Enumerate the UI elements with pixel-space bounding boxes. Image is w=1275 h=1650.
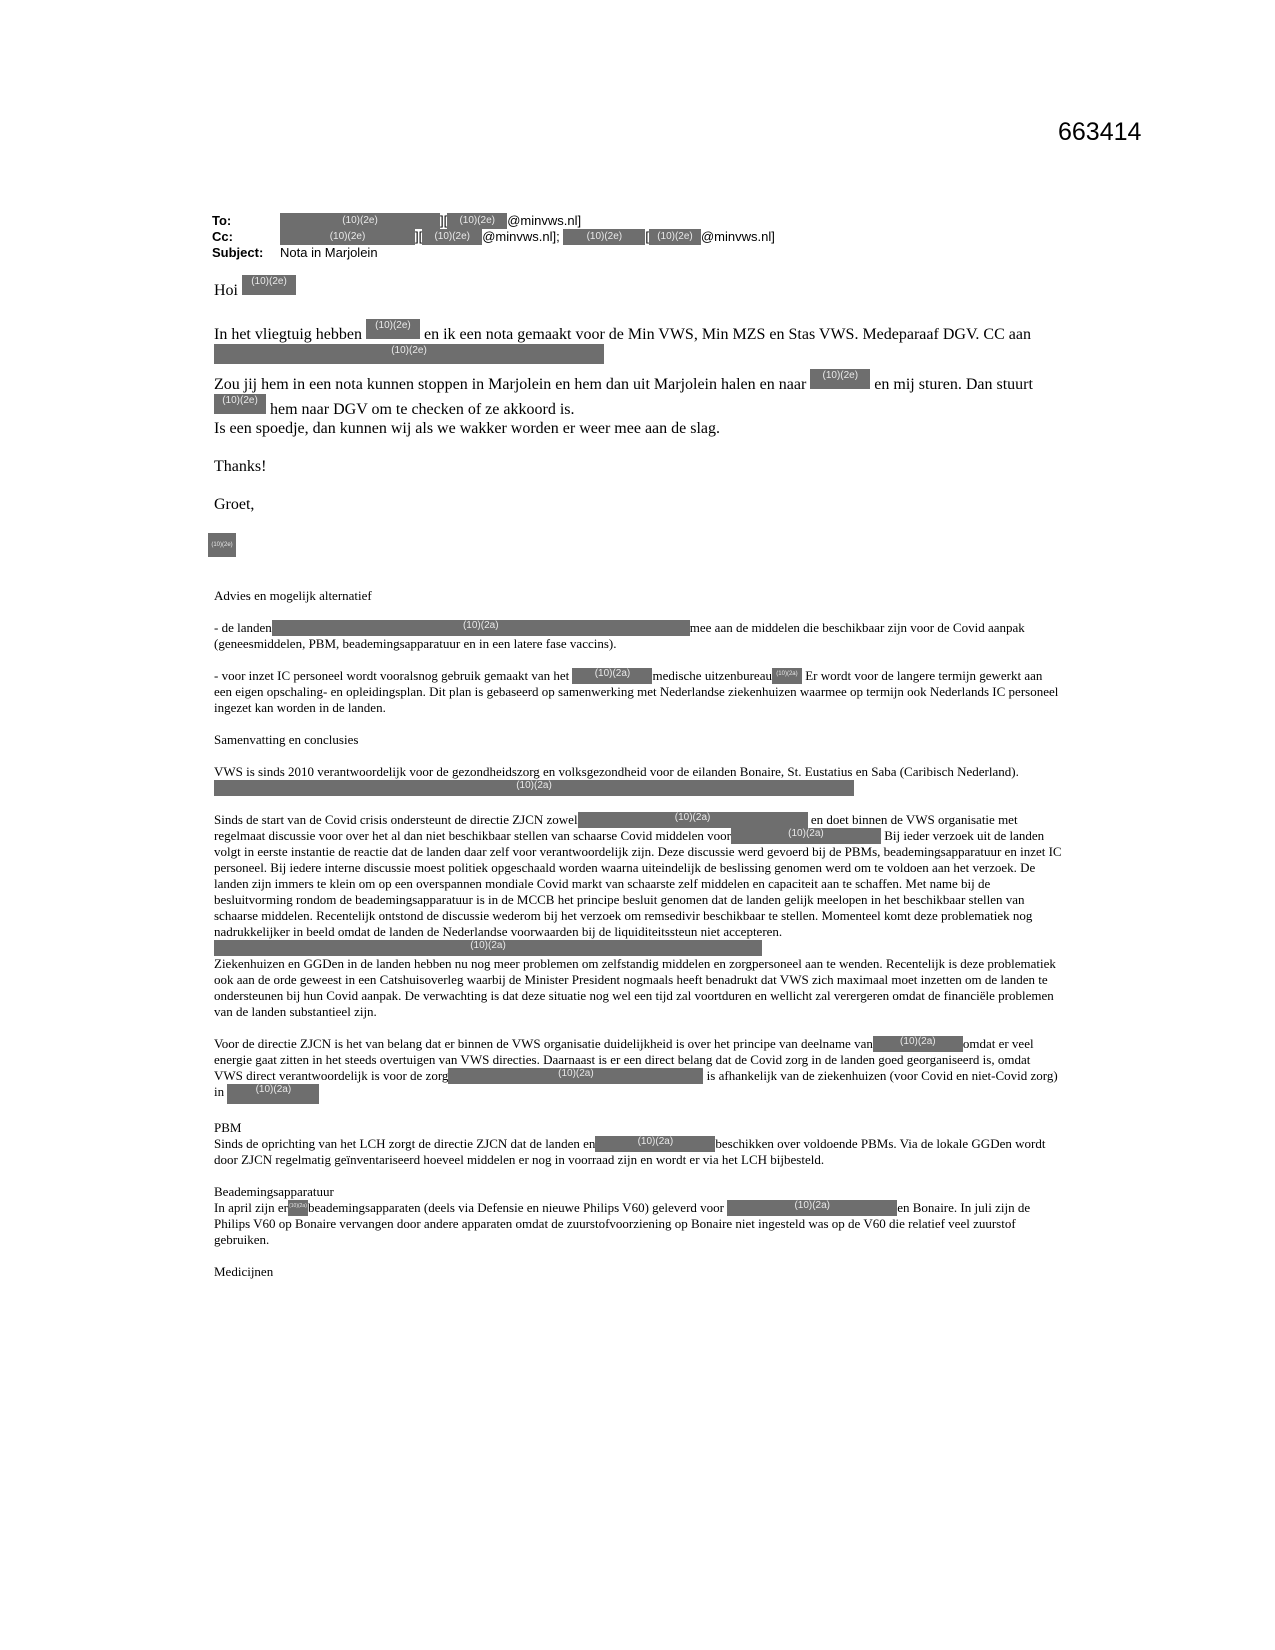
paragraph: Zou jij hem in een nota kunnen stoppen in Marjolein en hem dan uit Marjolein halen en naar (10)(2e) en mij sturen. Dan stuurt (10)(2e) hem naar DGV om te checken of ze akkoord is. [214, 370, 1033, 418]
redaction: (10)(2a) [873, 1036, 963, 1052]
to-row [212, 213, 775, 229]
section-heading: PBM [214, 1120, 242, 1135]
redaction: (10)(2e) [810, 369, 870, 389]
redaction: (10)(2a) [731, 828, 881, 844]
paragraph: - voor inzet IC personeel wordt vooralsnog gebruik gemaakt van het (10)(2a) medische uitzenbureau (10)(2a) Er wordt voor de langere termijn gewerkt aan een eigen opschaling- en opleidingsplan. Dit plan is gebaseerd op samenwerking met Nederlandse ziekenhuizen waarmee op termijn ook Nederlands IC personeel ingezet kan worden in de landen. [214, 668, 1059, 715]
redaction: (10)(2e) [214, 344, 604, 364]
to-domain: @minvws.nl] [507, 213, 582, 228]
section-heading: Advies en mogelijk alternatief [214, 588, 372, 603]
redaction: (10)(2a) [572, 668, 652, 684]
paragraph: Is een spoedje, dan kunnen wij als we wakker worden er weer mee aan de slag. [214, 420, 721, 437]
paragraph: - de landen (10)(2a) mee aan de middelen die beschikbaar zijn voor de Covid aanpak (geneesmiddelen, PBM, beademingsapparatuur en in een latere fase vaccins). [214, 620, 1025, 651]
section-heading: Samenvatting en conclusies [214, 732, 359, 747]
subject-label: Subject: [212, 245, 264, 260]
thanks: Thanks! [214, 458, 267, 475]
redaction: (10)(2a) [227, 1084, 319, 1104]
redaction: (10)(2a) [595, 1136, 715, 1152]
cc-row [212, 229, 775, 245]
paragraph: Ziekenhuizen en GGDen in de landen hebben nu nog meer problemen om zelfstandig middelen en zorgpersoneel aan te wenden. Recentelijk is deze problematiek ook aan de orde geweest in een Catshuisoverleg waarbij de Minister President nogmaals heeft benadrukt dat VWS zich maximaal moet inzetten om de landen te ondersteunen bij hun Covid aanpak. De verwachting is dat deze situatie nog wel een tijd zal voortduren en wellicht zal verergeren omdat de financiële problemen van de landen substantieel zijn. [214, 956, 1056, 1019]
redaction: (10)(2e) [447, 213, 507, 229]
paragraph: In het vliegtuig hebben (10)(2e) en ik een nota gemaakt voor de Min VWS, Min MZS en Stas VWS. Medeparaaf DGV. CC aan (10)(2e) [214, 319, 1064, 369]
email-header [212, 213, 775, 261]
redaction: (10)(2a) [214, 780, 854, 796]
paragraph: In april zijn er(10)(2a)beademingsapparaten (deels via Defensie en nieuwe Philips V60) geleverd voor (10)(2a) en Bonaire. In juli zijn de Philips V60 op Bonaire vervangen door andere apparaten omdat de zuurstofvoorziening op Bonaire niet ingesteld was op de V60 die relatief veel zuurstof gebruiken. [214, 1200, 1031, 1247]
cc-bracket: [ [645, 229, 649, 244]
redaction: (10)(2a) [214, 940, 762, 956]
cc-domain: @minvws.nl]; [482, 229, 560, 244]
to-separator: ][ [440, 213, 448, 228]
paragraph: VWS is sinds 2010 verantwoordelijk voor de gezondheidszorg en volksgezondheid voor de eilanden Bonaire, St. Eustatius en Saba (Caribisch Nederland).(10)(2a) [214, 764, 1062, 796]
cc-domain-2: @minvws.nl] [700, 229, 775, 244]
document-number: 663414 [1058, 118, 1142, 146]
redaction: (10)(2a) [288, 1200, 308, 1216]
redaction: (10)(2e) [649, 229, 701, 245]
cc-separator: ][ [415, 229, 423, 244]
redaction: (10)(2e) [563, 229, 645, 245]
subject-value: Nota in Marjolein [280, 245, 378, 260]
signature [211, 533, 1064, 557]
cc-label: Cc: [212, 229, 233, 244]
redaction: (10)(2e) [280, 213, 440, 229]
section-heading: Beademingsapparatuur [214, 1184, 334, 1199]
redaction: (10)(2e) [422, 229, 482, 245]
paragraph: Voor de directie ZJCN is het van belang dat er binnen de VWS organisatie duidelijkheid is over het principe van deelname van (10)(2a) omdat er veel energie gaat zitten in het steeds overtuigen van VWS directies. Daarnaast is er een direct belang dat de Covid zorg in de landen goed georganiseerd is, omdat VWS direct verantwoordelijk is voor de zorg (10)(2a) is afhankelijk van de ziekenhuizen (voor Covid en niet-Covid zorg) in (10)(2a) [214, 1036, 1062, 1104]
redaction: (10)(2a) [578, 812, 808, 828]
redaction: (10)(2e) [214, 394, 266, 414]
redaction: (10)(2e) [280, 229, 415, 245]
paragraph: Sinds de oprichting van het LCH zorgt de directie ZJCN dat de landen en (10)(2a) beschikken over voldoende PBMs. Via de lokale GGDen wordt door ZJCN regelmatig geïnventariseerd hoeveel middelen er nog in voorraad zijn en wordt er via het LCH bijbesteld. [214, 1136, 1046, 1167]
redaction: (10)(2a) [727, 1200, 897, 1216]
paragraph: Sinds de start van de Covid crisis ondersteunt de directie ZJCN zowel (10)(2a) en doet binnen de VWS organisatie met regelmaat discussie voor over het al dan niet beschikbaar stellen van schaarse Covid middelen voor (10)(2a) Bij ieder verzoek uit de landen volgt in eerste instantie de reactie dat de landen daar zelf voor verantwoordelijk zijn. Deze discussie werd gevoerd bij de PBMs, beademingsapparatuur en inzet IC personeel. Bij iedere interne discussie moest politiek opgeschaald worden waarna uiteindelijk de beslissing genomen werd om te voldoen aan het verzoek. De landen zijn immers te klein om op een overspannen mondiale Covid markt van schaarste zelf middelen en capaciteit aan te schaffen. Met name bij de besluitvorming rondom de beademingsapparatuur is in de MCCB het principe besluit genomen dat de landen gelijk meelopen in het beschikbaar stellen van schaarse middelen. Recentelijk ontstond de discussie wederom bij het verzoek om remsedivir beschikbaar te stellen. Momenteel komt deze problematiek nog nadrukkelijker in beeld omdat de landen de Nederlandse voorwaarden bij de liquiditeitssteun niet accepteren. (10)(2a) [214, 812, 1062, 956]
email-body [211, 275, 1064, 557]
to-label: To: [212, 213, 232, 228]
redaction: (10)(2e) [208, 533, 236, 557]
section-heading: Medicijnen [214, 1264, 274, 1279]
redaction: (10)(2e) [366, 319, 420, 339]
closing: Groet, [214, 496, 255, 513]
redaction: (10)(2e) [242, 275, 296, 295]
greeting: Hoi (10)(2e) [214, 275, 1064, 300]
redaction: (10)(2a) [448, 1068, 703, 1084]
subject-row [212, 245, 775, 261]
redaction: (10)(2a) [772, 668, 802, 684]
redaction: (10)(2a) [272, 620, 690, 636]
note-body [214, 588, 1062, 1280]
